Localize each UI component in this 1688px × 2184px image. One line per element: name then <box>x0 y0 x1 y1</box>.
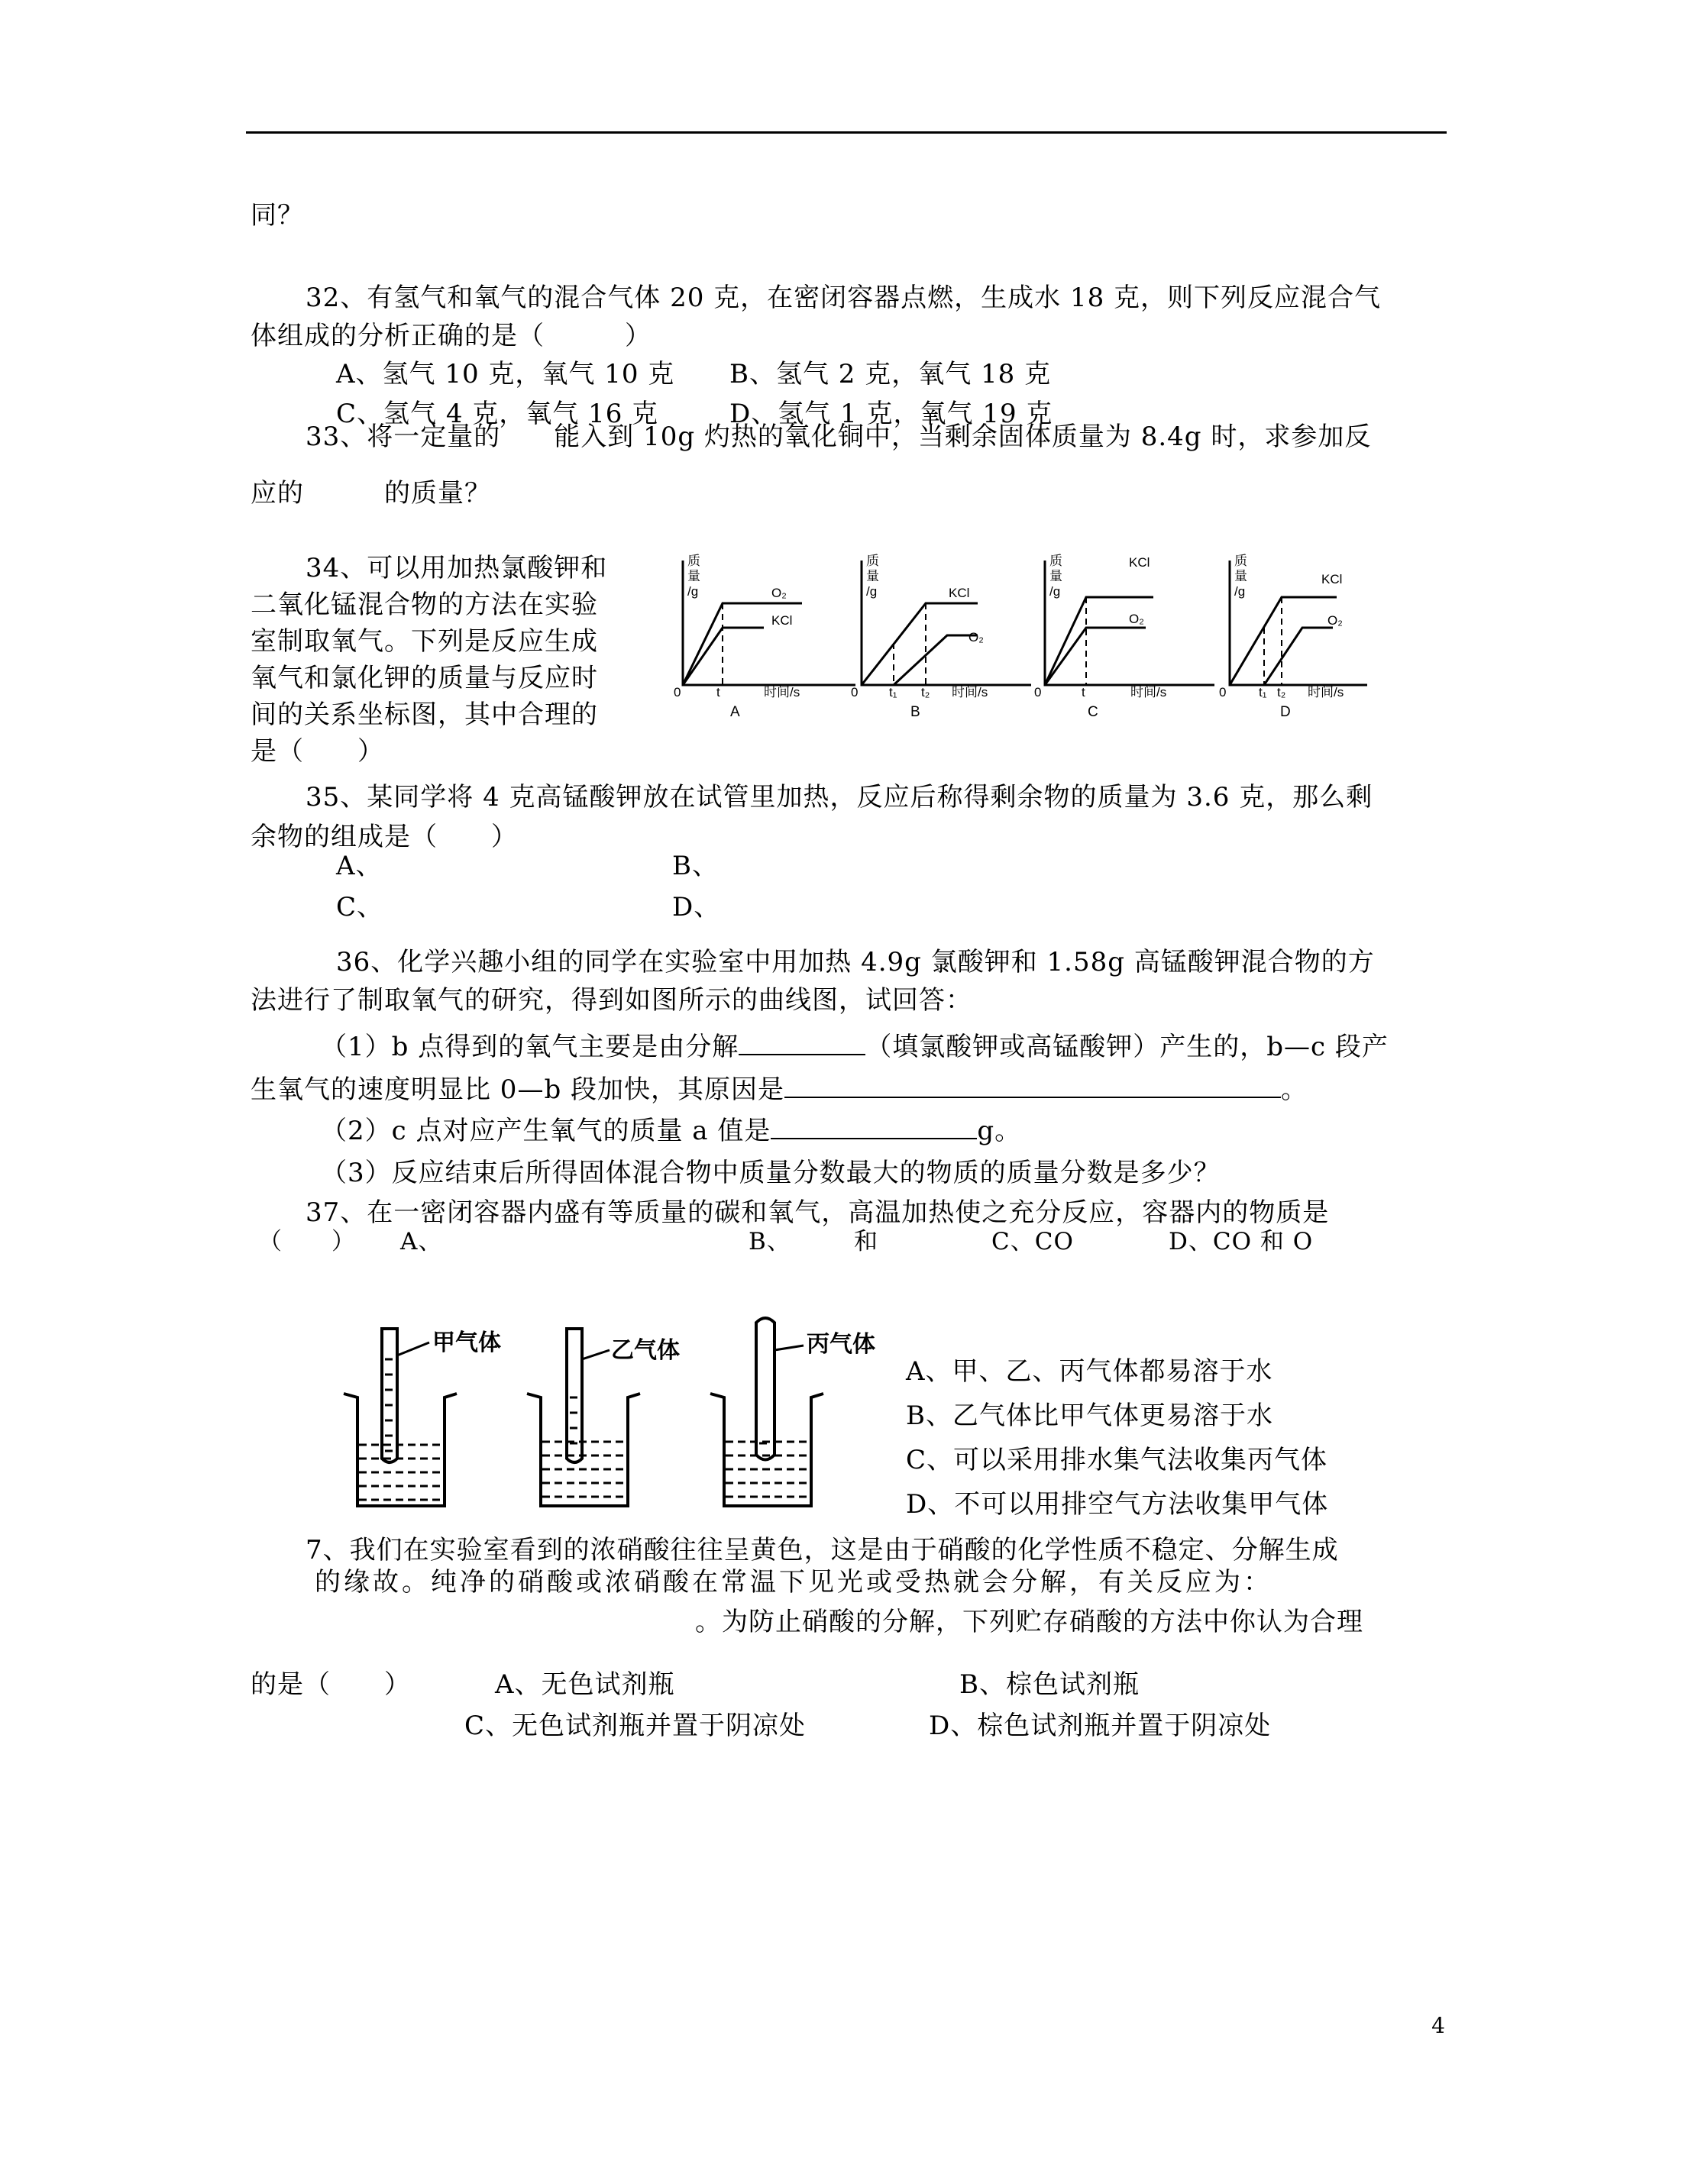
q34-graphs-figure <box>665 544 1367 721</box>
q36-line-2: 法进行了制取氧气的研究，得到如图所示的曲线图，试回答： <box>251 985 972 1016</box>
q36-line-1: 36、化学兴趣小组的同学在实验室中用加热 4.9g 氯酸钾和 1.58g 高锰酸钾混合物的方 <box>336 947 1375 977</box>
graph-d-ylabel-1: 质 <box>1234 554 1247 568</box>
q36-part1-line-1 <box>321 1031 1389 1062</box>
q32-option-b: B、氢气 2 克，氧气 18 克 <box>729 359 1052 389</box>
q35-option-b: B、 <box>672 851 719 881</box>
q34-line-2: 二氧化锰混合物的方法在实验 <box>251 590 598 620</box>
q36-part2-text: （2）c 点对应产生氧气的质量 a 值是 <box>321 1116 771 1146</box>
graph-a-ylabel-2: 量 <box>687 569 700 583</box>
q7-line-4: 的是（ ） <box>251 1669 411 1700</box>
q36-part1-blank-2[interactable] <box>784 1074 1281 1098</box>
graph-b-t2: t₂ <box>921 685 930 699</box>
graph-d-ylabel-2: 量 <box>1234 569 1247 583</box>
q34-line-3: 室制取氧气。下列是反应生成 <box>251 626 598 657</box>
q37-option-a: A、 <box>400 1228 443 1255</box>
q36-part2-unit: g。 <box>977 1116 1022 1146</box>
q32-option-d: D、氢气 1 克，氧气 19 克 <box>729 399 1053 429</box>
q37-line-1: 37、在一密闭容器内盛有等质量的碳和氧气，高温加热使之充分反应，容器内的物质是 <box>306 1197 1330 1228</box>
graph-a-ylabel-3: /g <box>687 584 699 599</box>
graph-b-ylabel-1: 质 <box>866 554 879 568</box>
graph-c-ylabel-3: /g <box>1049 584 1061 599</box>
graph-d-ylabel-3: /g <box>1234 584 1246 599</box>
q36-part1-line-2 <box>251 1074 1308 1105</box>
q33-line-1: 33、将一定量的 能入到 10g 灼热的氧化铜中，当剩余固体质量为 8.4g 时，求参加反 <box>306 422 1372 452</box>
q34-line-5: 间的关系坐标图，其中合理的 <box>251 699 598 730</box>
q32-line-2: 体组成的分析正确的是（ ） <box>251 321 652 351</box>
gas-label-yi: 乙气体 <box>611 1338 680 1363</box>
graph-d-kcl-label: KCl <box>1321 572 1343 586</box>
q36-part2-blank[interactable] <box>771 1115 977 1139</box>
q35-option-a: A、 <box>336 851 383 881</box>
graph-c-origin: 0 <box>1034 685 1042 699</box>
gas-option-c: C、可以采用排水集气法收集丙气体 <box>906 1445 1328 1475</box>
beakers-figure <box>328 1313 909 1516</box>
q35-line-1: 35、某同学将 4 克高锰酸钾放在试管里加热，反应后称得剩余物的质量为 3.6 克，那么剩 <box>306 782 1373 813</box>
q36-part2-line <box>321 1115 1021 1146</box>
q7-option-c: C、无色试剂瓶并置于阴凉处 <box>464 1711 807 1741</box>
gas-label-jia: 甲气体 <box>432 1330 501 1355</box>
q7-line-2: 的缘故。纯净的硝酸或浓硝酸在常温下见光或受热就会分解，有关反应为： <box>315 1567 1272 1598</box>
graph-a-origin: 0 <box>674 685 681 699</box>
graph-a-ylabel-1: 质 <box>687 554 700 568</box>
graph-c-t: t <box>1082 685 1085 699</box>
graph-a-kcl-label: KCl <box>771 613 793 628</box>
graph-d-origin: 0 <box>1219 685 1227 699</box>
graph-d-o2-label: O₂ <box>1327 613 1343 628</box>
q36-part3-line: （3）反应结束后所得固体混合物中质量分数最大的物质的质量分数是多少？ <box>321 1158 1221 1188</box>
q7-option-d: D、棕色试剂瓶并置于阴凉处 <box>929 1711 1272 1741</box>
q32-line-1: 32、有氢气和氧气的混合气体 20 克，在密闭容器点燃，生成水 18 克，则下列反应混合气 <box>306 283 1382 313</box>
graph-d-xlabel: 时间/s <box>1308 685 1344 699</box>
graph-d-letter: D <box>1280 704 1291 720</box>
q34-line-4: 氧气和氯化钾的质量与反应时 <box>251 663 598 693</box>
q35-line-2: 余物的组成是（ ） <box>251 822 518 852</box>
q36-part1-text-3: 生氧气的速度明显比 0—b 段加快，其原因是 <box>251 1074 785 1105</box>
graph-a-o2-label: O₂ <box>771 586 787 600</box>
header-rule <box>246 131 1447 134</box>
q7-option-a: A、无色试剂瓶 <box>495 1669 675 1700</box>
page-number: 4 <box>1431 2013 1445 2038</box>
q37-option-b: B、 <box>749 1228 791 1255</box>
graph-c-kcl-label: KCl <box>1129 555 1150 570</box>
q35-option-d: D、 <box>672 892 721 922</box>
q7-line-3: 。为防止硝酸的分解，下列贮存硝酸的方法中你认为合理 <box>695 1607 1363 1637</box>
graph-c-ylabel-1: 质 <box>1049 554 1062 568</box>
q36-part1-text-2: （填氯酸钾或高锰酸钾）产生的，b—c 段产 <box>865 1032 1389 1062</box>
q36-part1-blank-1[interactable] <box>739 1031 865 1055</box>
q37-paren: （ ） <box>258 1228 356 1255</box>
graph-d-t2: t₂ <box>1277 685 1286 699</box>
graph-b-xlabel: 时间/s <box>952 685 988 699</box>
graph-b-origin: 0 <box>851 685 859 699</box>
graph-d-t1: t₁ <box>1259 685 1267 699</box>
graph-b-t1: t₁ <box>889 685 897 699</box>
q36-part1-text-4: 。 <box>1281 1074 1308 1105</box>
graph-c-xlabel: 时间/s <box>1130 685 1167 699</box>
q32-option-a: A、氢气 10 克，氧气 10 克 <box>336 359 675 389</box>
graph-c-o2-label: O₂ <box>1129 612 1144 626</box>
q37-option-d: D、CO 和 O <box>1169 1228 1314 1255</box>
q34-line-1: 34、可以用加热氯酸钾和 <box>306 553 608 583</box>
graph-b-letter: B <box>910 704 920 720</box>
text-line: 同？ <box>251 200 304 231</box>
graph-c-ylabel-2: 量 <box>1049 569 1062 583</box>
q7-line-1: 7、我们在实验室看到的浓硝酸往往呈黄色，这是由于硝酸的化学性质不稳定、分解生成 <box>306 1535 1339 1565</box>
gas-option-b: B、乙气体比甲气体更易溶于水 <box>906 1401 1273 1431</box>
graph-a-xlabel: 时间/s <box>764 685 800 699</box>
gas-option-d: D、不可以用排空气方法收集甲气体 <box>906 1489 1329 1520</box>
gas-label-bing: 丙气体 <box>807 1332 875 1357</box>
graph-a-t: t <box>716 685 720 699</box>
q37-option-c: C、CO <box>991 1228 1074 1255</box>
q36-part1-text: （1）b 点得到的氧气主要是由分解 <box>321 1032 739 1062</box>
graph-a-letter: A <box>730 704 740 720</box>
q37-option-b-and: 和 <box>854 1228 878 1255</box>
graph-b-kcl-label: KCl <box>949 586 970 600</box>
graph-b-ylabel-3: /g <box>866 584 878 599</box>
q35-option-c: C、 <box>336 892 384 922</box>
graph-b-ylabel-2: 量 <box>866 569 879 583</box>
q32-option-c: C、氢气 4 克，氧气 16 克 <box>336 399 659 429</box>
q34-line-6: 是（ ） <box>251 736 384 767</box>
graph-b-o2-label: O₂ <box>968 630 984 645</box>
q7-option-b: B、棕色试剂瓶 <box>959 1669 1140 1700</box>
q33-line-2: 应的 的质量？ <box>251 478 491 509</box>
gas-option-a: A、甲、乙、丙气体都易溶于水 <box>906 1356 1273 1387</box>
graph-c-letter: C <box>1088 704 1098 720</box>
